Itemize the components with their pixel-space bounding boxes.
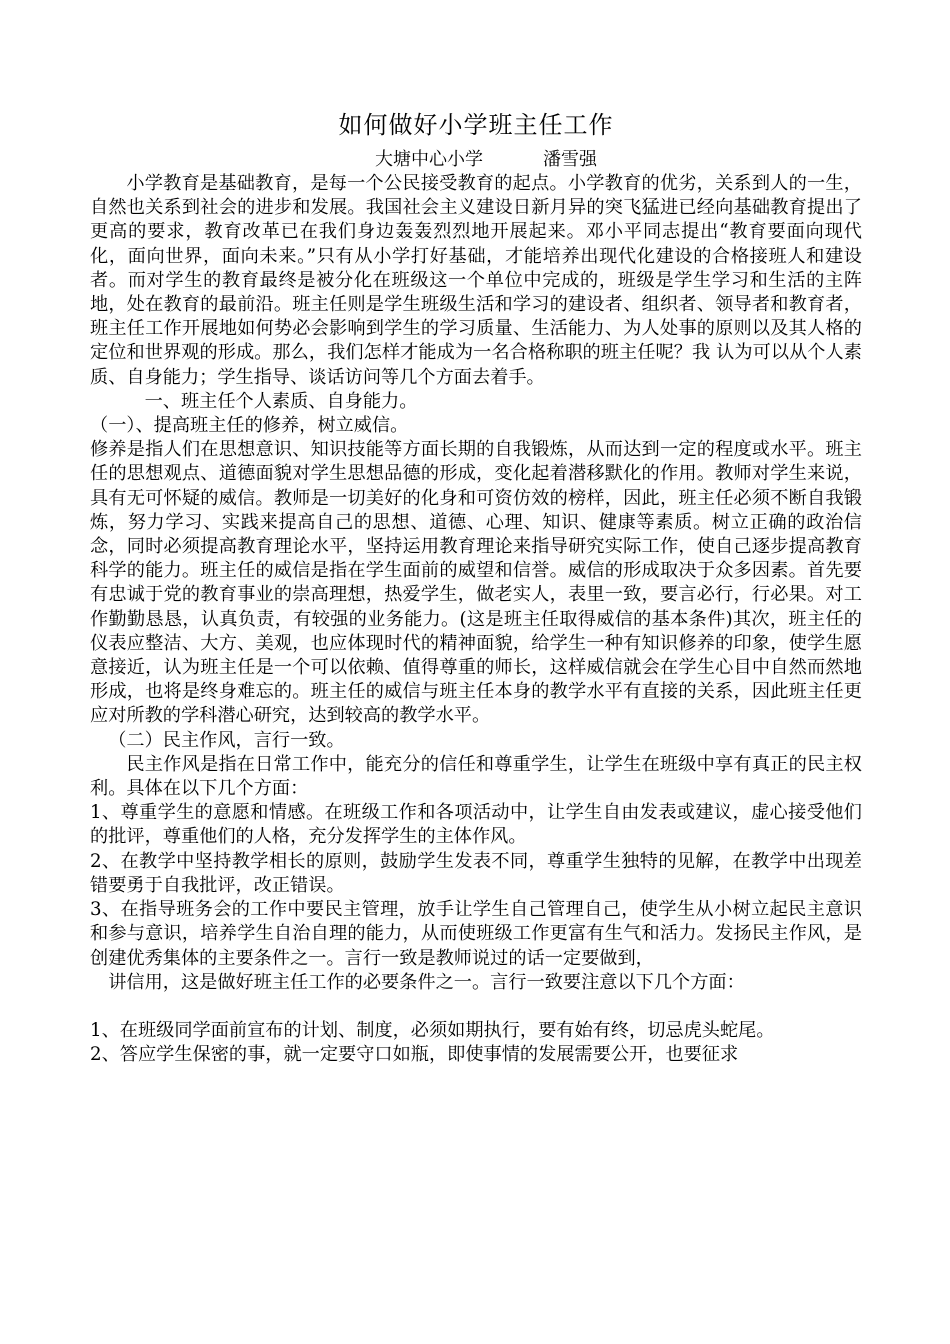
document-title: 如何做好小学班主任工作	[338, 111, 614, 139]
list-item: 2、答应学生保密的事，就一定要守口如瓶，即使事情的发展需要公开，也要征求	[90, 1044, 739, 1066]
list-item: 2、在教学中坚持教学相长的原则，鼓励学生发表不同，尊重学生独特的见解，在教学中出现差错要勇于自我批评，改正错误。	[90, 850, 862, 896]
intro-paragraph: 小学教育是基础教育，是每一个公民接受教育的起点。小学教育的优劣，关系到人的一生，自然也关系到社会的进步和发展。我国社会主义建设日新月异的突飞猛进已经向基础教育提出了更高的要求，教育改革已在我们身边轰轰烈烈地开展起来。邓小平同志提出“教育要面向现代化，面向世界，面向未来。”只有从小学打好基础，才能培养出现代化建设的合格接班人和建设者。而对学生的教育最终是被分化在班级这一个单位中完成的，班级是学生学习和生活的主阵地，处在教育的最前沿。班主任则是学生班级生活和学习的建设者、组织者、领导者和教育者，班主任工作开展地如何势必会影响到学生的学习质量、生活能力、为人处事的原则以及其人格的定位和世界观的形成。那么，我们怎样才能成为一名合格称职的班主任呢？我 认为可以从个人素质、自身能力；学生指导、谈话访问等几个方面去着手。	[90, 173, 862, 388]
school-name: 大塘中心小学	[375, 149, 483, 170]
list-item: 3、在指导班务会的工作中要民主管理，放手让学生自己管理自己，使学生从小树立起民主意识和参与意识，培养学生自治自理的能力，从而使班级工作更富有生气和活力。发扬民主作风，是创建优秀集体的主要条件之一。言行一致是教师说过的话一定要做到，	[90, 899, 862, 969]
body-paragraph: 民主作风是指在日常工作中，能充分的信任和尊重学生，让学生在班级中享有真正的民主权利。具体在以下几个方面：	[90, 753, 862, 800]
blank-line	[90, 995, 862, 1019]
author-name: 潘雪强	[543, 149, 597, 170]
body-paragraph: 讲信用，这是做好班主任工作的必要条件之一。言行一致要注意以下几个方面：	[108, 971, 745, 993]
subsection-heading-2: （二）民主作风，言行一致。	[108, 729, 345, 751]
section-heading-1: 一、班主任个人素质、自身能力。	[144, 390, 418, 412]
list-item: 1、尊重学生的意愿和情感。在班级工作和各项活动中，让学生自由发表或建议，虚心接受他们的批评，尊重他们的人格，充分发挥学生的主体作风。	[90, 802, 862, 848]
list-item: 1、在班级同学面前宣布的计划、制度，必须如期执行，要有始有终，切忌虎头蛇尾。	[90, 1019, 775, 1041]
document-page	[90, 102, 862, 1067]
body-paragraph: 修养是指人们在思想意识、知识技能等方面长期的自我锻炼，从而达到一定的程度或水平。班主任的思想观点、道德面貌对学生思想品德的形成，变化起着潜移默化的作用。教师对学生来说，具有无可怀疑的威信。教师是一切美好的化身和可资仿效的榜样，因此，班主任必须不断自我锻炼，努力学习、实践来提高自己的思想、道德、心理、知识、健康等素质。树立正确的政治信念，同时必须提高教育理论水平，坚持运用教育理论来指导研究实际工作，使自己逐步提高教育科学的能力。班主任的威信是指在学生面前的威望和信誉。威信的形成取决于众多因素。首先要有忠诚于党的教育事业的崇高理想，热爱学生，做老实人，表里一致，要言必行，行必果。对工作勤勤恳恳，认真负责，有较强的业务能力。(这是班主任取得威信的基本条件)其次，班主任的仪表应整洁、大方、美观，也应体现时代的精神面貌，给学生一种有知识修养的印象，使学生愿意接近，认为班主任是一个可以依赖、值得尊重的师长，这样威信就会在学生心目中自然而然地形成，也将是终身难忘的。班主任的威信与班主任本身的教学水平有直接的关系，因此班主任更应对所教的学科潜心研究，达到较高的教学水平。	[90, 439, 862, 727]
subsection-heading-1: （一）、提高班主任的修养，树立威信。	[90, 415, 409, 437]
author-line	[90, 148, 862, 172]
